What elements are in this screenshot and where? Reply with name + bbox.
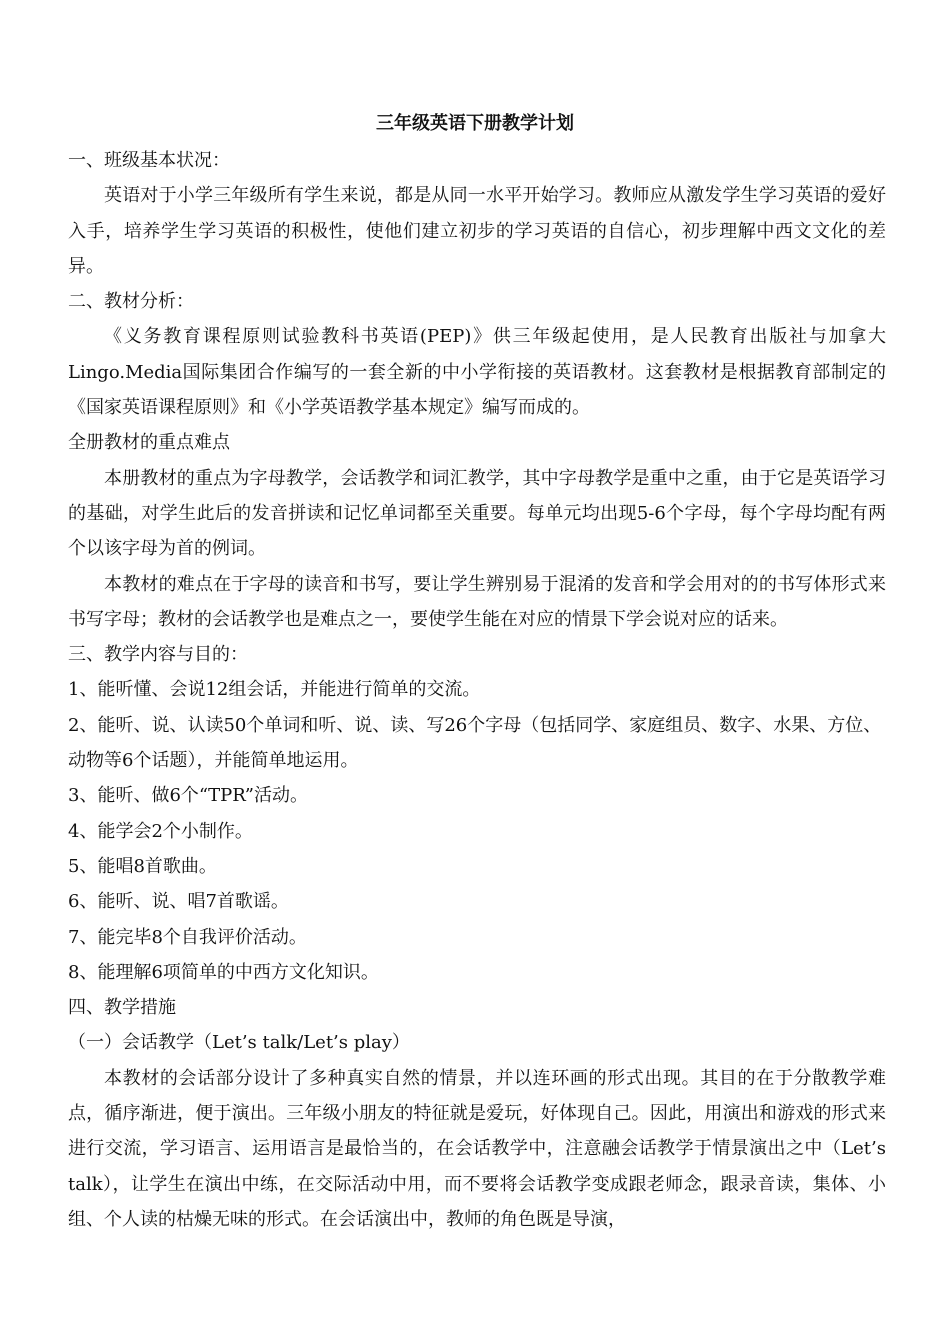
list-item: 8、能理解6项简单的中西方文化知识。: [68, 961, 379, 983]
paragraph-dialogue-teaching: 本教材的会话部分设计了多种真实自然的情景，并以连环画的形式出现。其目的在于分散教学难点，循序渐进，便于演出。三年级小朋友的特征就是爱玩，好体现自己。因此，用演出和游戏的形式来进行交流，学习语言、运用语言是最恰当的，在会话教学中，注意融会话教学于情景演出之中（Let’s talk），让学生在演出中练，在交际活动中用，而不要将会话教学变成跟老师念，跟录音读，集体、小组、个人读的枯燥无味的形式。在会话演出中，教师的角色既是导演，: [68, 1067, 886, 1230]
document-title: 三年级英语下册教学计划: [376, 113, 574, 134]
list-item: 3、能听、做6个“TPR”活动。: [68, 785, 308, 807]
subheading-key-difficulties: 全册教材的重点难点: [68, 432, 230, 454]
list-item: 2、能听、说、认读50个单词和听、说、读、写26个字母（包括同学、家庭组员、数字、水果、方位、动物等6个话题），并能简单地运用。: [68, 714, 882, 772]
list-item: 1、能听懂、会说12组会话，并能进行简单的交流。: [68, 679, 481, 701]
paragraph-textbook-analysis: 《义务教育课程原则试验教科书英语(PEP)》供三年级起使用，是人民教育出版社与加拿大Lingo.Media国际集团合作编写的一套全新的中小学衔接的英语教材。这套教材是根据教育部制定的《国家英语课程原则》和《小学英语教学基本规定》编写而成的。: [68, 326, 886, 419]
paragraph-key-points: 本册教材的重点为字母教学，会话教学和词汇教学，其中字母教学是重中之重，由于它是英语学习的基础，对学生此后的发音拼读和记忆单词都至关重要。每单元均出现5-6个字母，每个字母均配有两个以该字母为首的例词。: [68, 467, 886, 560]
list-item: 5、能唱8首歌曲。: [68, 855, 217, 877]
section-heading-teaching-measures: 四、教学措施: [68, 997, 176, 1019]
subheading-dialogue-teaching: （一）会话教学（Let’s talk/Let’s play）: [68, 1032, 410, 1054]
section-heading-class-status: 一、班级基本状况：: [68, 150, 230, 171]
list-item: 4、能学会2个小制作。: [68, 820, 253, 842]
document-body: [68, 143, 886, 1237]
section-heading-textbook-analysis: 二、教材分析：: [68, 291, 194, 313]
list-item: 6、能听、说、唱7首歌谣。: [68, 891, 289, 913]
list-item: 7、能完毕8个自我评价活动。: [68, 926, 307, 948]
paragraph-difficulties: 本教材的难点在于字母的读音和书写，要让学生辨别易于混淆的发音和学会用对的的书写体形式来书写字母；教材的会话教学也是难点之一，要使学生能在对应的情景下学会说对应的话来。: [68, 573, 886, 630]
paragraph-class-status: 英语对于小学三年级所有学生来说，都是从同一水平开始学习。教师应从激发学生学习英语的爱好入手，培养学生学习英语的积极性，使他们建立初步的学习英语的自信心，初步理解中西文文化的差异。: [68, 185, 886, 277]
section-heading-content-goals: 三、教学内容与目的：: [68, 644, 248, 666]
